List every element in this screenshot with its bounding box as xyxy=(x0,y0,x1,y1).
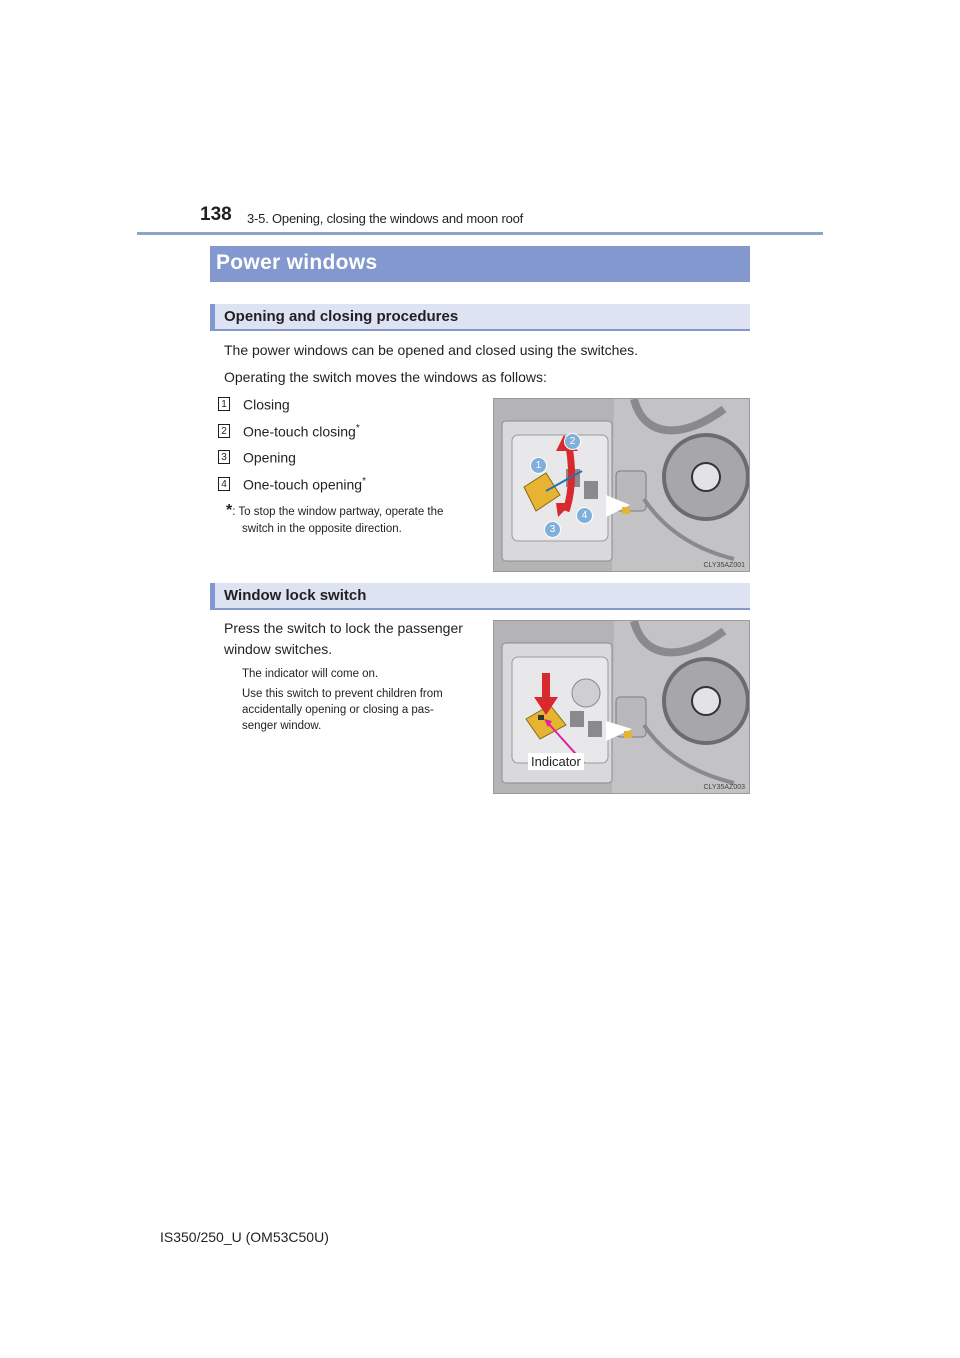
window-lock-illustration xyxy=(493,620,750,794)
list-number-icon: 1 xyxy=(218,397,230,411)
figure-callout: 3 xyxy=(544,521,561,538)
lock-note: accidentally opening or closing a pas- xyxy=(242,704,434,716)
lock-note: The indicator will come on. xyxy=(242,668,379,680)
footer-model: IS350/250_U (OM53C50U) xyxy=(160,1229,329,1245)
figure-code: CLY35AZ003 xyxy=(703,784,745,791)
figure-code: CLY35AZ001 xyxy=(703,562,745,569)
footnote xyxy=(226,501,443,522)
list-item-label: One-touch closing xyxy=(243,423,356,440)
footnote-mark: * xyxy=(226,502,233,519)
footnote-text: switch in the opposite direction. xyxy=(242,523,402,535)
list-number-icon: 3 xyxy=(218,450,230,464)
page-number: 138 xyxy=(200,204,232,225)
footnote-text: : To stop the window partway, operate the xyxy=(232,506,444,518)
running-head: 3-5. Opening, closing the windows and moon roof xyxy=(247,211,524,226)
list-item-label: One-touch opening xyxy=(243,476,363,493)
list-item-label: Closing xyxy=(243,396,290,413)
section-title-bar xyxy=(210,246,750,282)
subsection-heading: Opening and closing procedures xyxy=(224,308,459,325)
list-item-label: Opening xyxy=(243,449,296,466)
lock-note: senger window. xyxy=(242,720,322,732)
asterisk-mark: * xyxy=(355,423,360,434)
lock-text: Press the switch to lock the passenger xyxy=(224,620,463,636)
figure-callout: 2 xyxy=(564,433,581,450)
subsection-heading: Window lock switch xyxy=(224,587,367,604)
figure-callout: 1 xyxy=(530,457,547,474)
intro-text: The power windows can be opened and closed using the switches. xyxy=(224,342,639,358)
list-item xyxy=(243,449,296,466)
list-number-icon: 2 xyxy=(218,424,230,438)
list-item xyxy=(243,396,290,413)
figure-callout: 4 xyxy=(576,507,593,524)
list-item xyxy=(243,423,360,440)
intro-text: Operating the switch moves the windows as follows: xyxy=(224,369,547,385)
section-title: Power windows xyxy=(216,251,378,274)
indicator-label: Indicator xyxy=(528,753,584,770)
lock-note: Use this switch to prevent children from xyxy=(242,688,443,700)
list-item xyxy=(243,476,366,493)
subsection-heading-bar xyxy=(210,304,750,331)
subsection-heading-bar xyxy=(210,583,750,610)
list-number-icon: 4 xyxy=(218,477,230,491)
header-rule xyxy=(137,232,823,235)
asterisk-mark: * xyxy=(362,476,366,487)
window-switch-illustration xyxy=(493,398,750,572)
lock-text: window switches. xyxy=(224,641,333,657)
